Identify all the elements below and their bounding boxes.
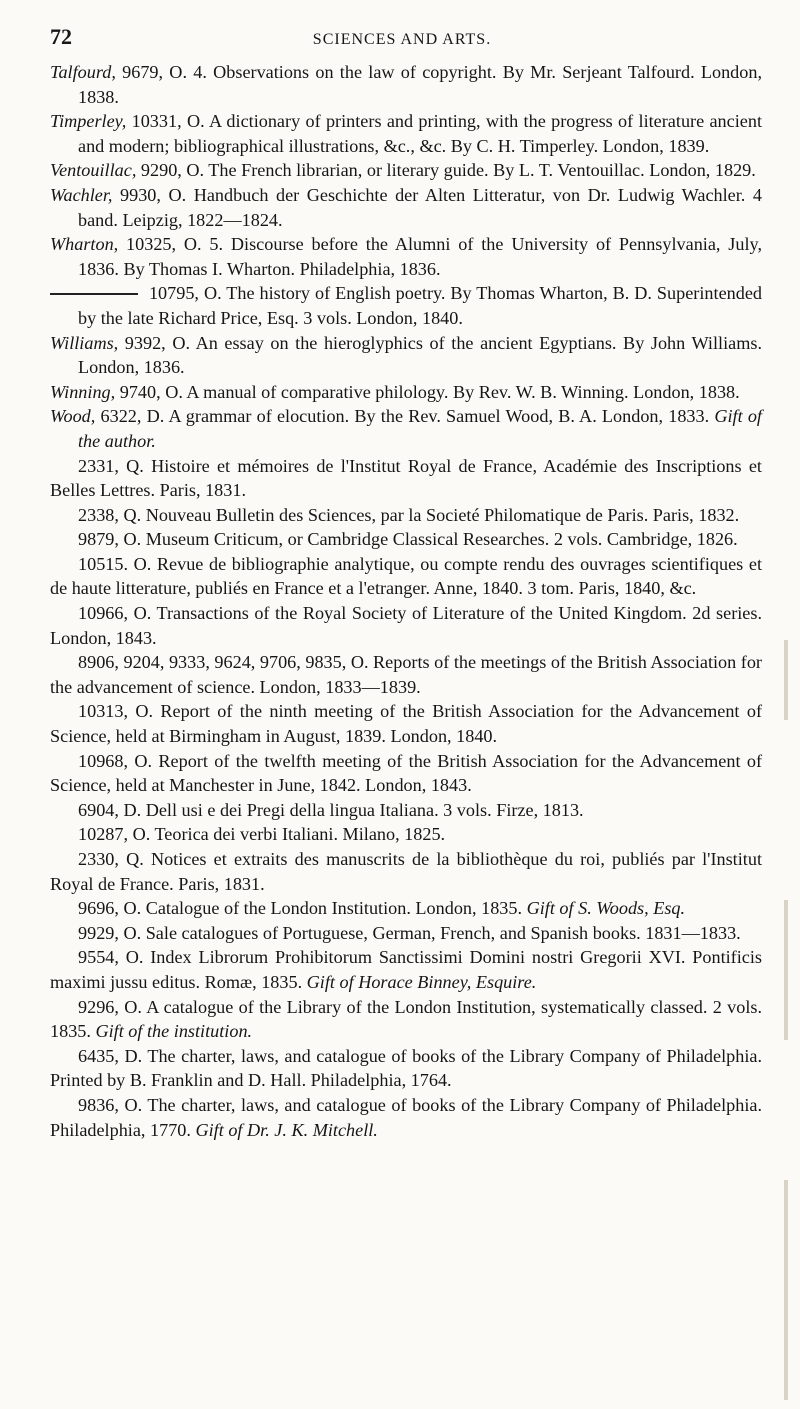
entry-author: Wachler, — [50, 184, 113, 205]
catalog-entry — [50, 699, 762, 748]
entry-text: 9296, O. A catalogue of the Library of the London Institution, systematically classed. 2 vols. 1835. — [50, 996, 762, 1042]
entry-text: 2330, Q. Notices et extraits des manuscrits de la bibliothèque du roi, publiés par l'Institut Royal de France. Paris, 1831. — [50, 849, 762, 894]
entry-text: 9392, O. An essay on the hieroglyphics of the ancient Egyptians. By John Williams. London, 1836. — [78, 332, 762, 378]
entry-text: 9679, O. 4. Observations on the law of copyright. By Mr. Serjeant Talfourd. London, 1838. — [78, 62, 762, 107]
entry-text: 10331, O. A dictionary of printers and printing, with the progress of literature ancient and modern; bibliographical illustrations, &c., &c. By C. H. Timperley. London, 1839. — [78, 111, 762, 156]
page-edge-shadow — [784, 640, 788, 720]
entry-text: 8906, 9204, 9333, 9624, 9706, 9835, O. Reports of the meetings of the British Association for the advancement of science. London, 1833—1839. — [50, 652, 762, 697]
catalog-entry — [50, 552, 762, 601]
entry-author: Ventouillac, — [50, 160, 137, 181]
catalog-entry — [50, 822, 762, 847]
catalog-entry — [50, 503, 762, 528]
bibliography-entry — [50, 158, 762, 183]
catalog-entry — [50, 921, 762, 946]
entry-text: 6435, D. The charter, laws, and catalogue of books of the Library Company of Philadelphia. Printed by B. Franklin and D. Hall. Philadelphia, 1764. — [50, 1045, 762, 1091]
bibliography-entry — [50, 331, 762, 380]
entry-author: Wharton, — [50, 234, 119, 255]
catalog-entry — [50, 945, 762, 994]
catalog-entry — [50, 847, 762, 896]
catalog-entry — [50, 1093, 762, 1142]
page-edge-shadow — [784, 900, 788, 1040]
bibliography-entry — [50, 60, 762, 109]
entry-text: 10515. O. Revue de bibliographie analytique, ou compte rendu des ouvrages scientifiques et de haute litterature, publiés en France et a l'etranger. Anne, 1840. 3 tom. Paris, 1840, &c. — [50, 553, 762, 599]
entry-text: 10795, O. The history of English poetry. By Thomas Wharton, B. D. Superintended by the late Richard Price, Esq. 3 vols. London, 1840. — [78, 283, 762, 328]
entry-text: 9290, O. The French librarian, or literary guide. By L. T. Ventouillac. London, 1829. — [136, 160, 756, 181]
entry-gift-note: Gift of Dr. J. K. Mitchell. — [195, 1119, 378, 1140]
entry-text: 9696, O. Catalogue of the London Institution. London, 1835. — [78, 898, 527, 919]
catalog-entry — [50, 601, 762, 650]
page-edge-shadow — [784, 1180, 788, 1400]
entry-text: 10968, O. Report of the twelfth meeting of the British Association for the Advancement of Science, held at Manchester in June, 1842. London, 1843. — [50, 750, 762, 796]
catalog-entry — [50, 527, 762, 552]
bibliography-entry — [50, 232, 762, 281]
entry-gift-note: Gift of the author. — [78, 406, 762, 451]
entry-text: 10966, O. Transactions of the Royal Society of Literature of the United Kingdom. 2d series. London, 1843. — [50, 603, 762, 648]
catalog-entry — [50, 749, 762, 798]
bibliography-entry — [50, 109, 762, 158]
ditto-dash — [50, 293, 138, 295]
entry-author: Wood, — [50, 406, 96, 427]
entry-author: Winning, — [50, 381, 116, 402]
catalog-entry — [50, 896, 762, 921]
bibliography-entry — [50, 404, 762, 453]
entry-text: 10313, O. Report of the ninth meeting of the British Association for the Advancement of Science, held at Birmingham in August, 1839. London, 1840. — [50, 701, 762, 747]
page-body — [50, 60, 762, 1142]
entry-text: 6904, D. Dell usi e dei Pregi della lingua Italiana. 3 vols. Firze, 1813. — [78, 799, 584, 820]
entry-author: Timperley, — [50, 111, 127, 132]
entry-text: 9836, O. The charter, laws, and catalogue of books of the Library Company of Philadelphia. Philadelphia, 1770. — [50, 1094, 762, 1140]
catalog-entry-list — [50, 454, 762, 1143]
bibliography-entry — [50, 380, 762, 405]
page-header — [50, 0, 762, 60]
catalog-entry — [50, 454, 762, 503]
catalog-entry — [50, 995, 762, 1044]
entry-text: 9740, O. A manual of comparative philology. By Rev. W. B. Winning. London, 1838. — [115, 381, 740, 402]
entry-author: Williams, — [50, 332, 119, 353]
bibliography-entry — [50, 183, 762, 232]
author-entry-list — [50, 60, 762, 454]
entry-text: 2338, Q. Nouveau Bulletin des Sciences, par la Societé Philomatique de Paris. Paris, 1832. — [78, 504, 740, 525]
entry-text: 9554, O. Index Librorum Prohibitorum Sanctissimi Domini nostri Gregorii XVI. Pontificis maximi jussu editus. Romæ, 1835. — [50, 947, 762, 992]
entry-text: 10287, O. Teorica dei verbi Italiani. Milano, 1825. — [78, 824, 446, 845]
entry-text: 9879, O. Museum Criticum, or Cambridge Classical Researches. 2 vols. Cambridge, 1826. — [78, 529, 738, 550]
catalog-entry — [50, 650, 762, 699]
entry-text: 9930, O. Handbuch der Geschichte der Alten Litteratur, von Dr. Ludwig Wachler. 4 band. Leipzig, 1822—1824. — [78, 184, 762, 230]
entry-gift-note: Gift of the institution. — [95, 1021, 253, 1042]
entry-text: 6322, D. A grammar of elocution. By the Rev. Samuel Wood, B. A. London, 1833. — [95, 406, 715, 427]
running-head: SCIENCES AND ARTS. — [312, 31, 492, 48]
page-number: 72 — [50, 24, 72, 49]
entry-gift-note: Gift of S. Woods, Esq. — [526, 898, 686, 919]
catalog-entry — [50, 1044, 762, 1093]
bibliography-entry — [50, 281, 762, 330]
entry-text: 2331, Q. Histoire et mémoires de l'Institut Royal de France, Académie des Inscriptions et Belles Lettres. Paris, 1831. — [50, 455, 762, 501]
entry-author: Talfourd, — [50, 62, 116, 82]
entry-text: 9929, O. Sale catalogues of Portuguese, German, French, and Spanish books. 1831—1833. — [78, 922, 741, 943]
entry-text: 10325, O. 5. Discourse before the Alumni of the University of Pennsylvania, July, 1836. By Thomas I. Wharton. Philadelphia, 1836. — [78, 234, 762, 279]
entry-gift-note: Gift of Horace Binney, Esquire. — [306, 971, 537, 992]
catalog-entry — [50, 798, 762, 823]
